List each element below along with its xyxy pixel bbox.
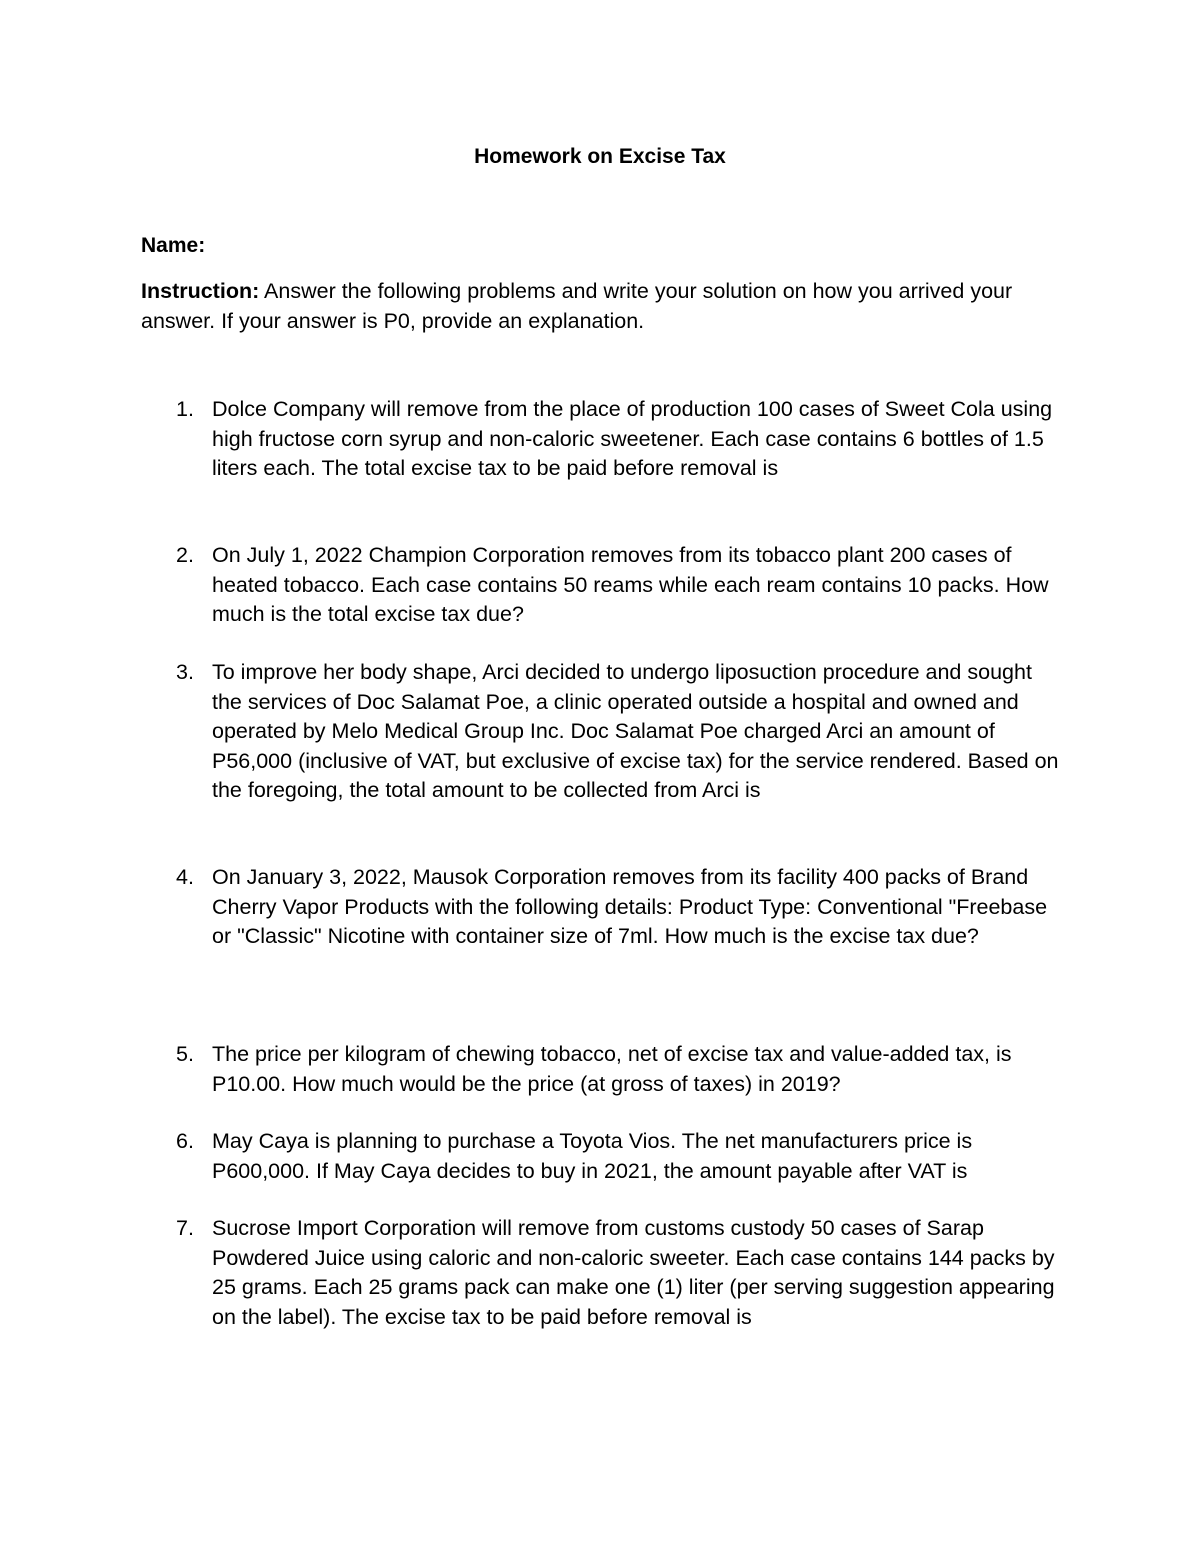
question-number: 5. [176,1042,194,1066]
question-number: 3. [176,660,194,684]
question-number: 7. [176,1216,194,1240]
question-text: Dolce Company will remove from the place of production 100 cases of Sweet Cola using high fructose corn syrup and non-caloric sweetener. Each case contains 6 bottles of 1.5 liters each. The total excise tax to be paid before removal is [212,397,1053,480]
question-text: The price per kilogram of chewing tobacco, net of excise tax and value-added tax, is P10.00. How much would be the price (at gross of taxes) in 2019? [212,1042,1012,1096]
question-text: To improve her body shape, Arci decided to undergo liposuction procedure and sought the services of Doc Salamat Poe, a clinic operated outside a hospital and owned and operated by Melo Medical Group Inc. Doc Salamat Poe charged Arci an amount of P56,000 (inclusive of VAT, but exclusive of excise tax) for the service rendered. Based on the foregoing, the total amount to be collected from Arci is [212,660,1059,802]
question-number: 1. [176,397,194,421]
question-7 [141,1214,1061,1332]
instruction-text: Answer the following problems and write your solution on how you arrived your answer. If your answer is P0, provide an explanation. [141,279,1013,333]
instruction-paragraph [141,276,1071,336]
question-3 [141,658,1061,806]
question-6 [141,1127,1061,1186]
question-4 [141,863,1061,952]
question-5 [141,1040,1061,1099]
question-text: On January 3, 2022, Mausok Corporation removes from its facility 400 packs of Brand Cherry Vapor Products with the following details: Product Type: Conventional "Freebase or "Classic" Nicotine with container size of 7ml. How much is the excise tax due? [212,865,1048,948]
question-number: 4. [176,865,194,889]
name-label: Name: [141,234,206,257]
instruction-label: Instruction: [141,279,260,303]
question-1 [141,395,1061,484]
page-title: Homework on Excise Tax [474,145,726,168]
question-text: Sucrose Import Corporation will remove from customs custody 50 cases of Sarap Powdered Juice using caloric and non-caloric sweeter. Each case contains 144 packs by 25 grams. Each 25 grams pack can make one (1) liter (per serving suggestion appearing on the label). The excise tax to be paid before removal is [212,1216,1055,1329]
question-number: 6. [176,1129,194,1153]
question-number: 2. [176,543,194,567]
question-2 [141,541,1061,630]
question-text: May Caya is planning to purchase a Toyota Vios. The net manufacturers price is P600,000. If May Caya decides to buy in 2021, the amount payable after VAT is [212,1129,973,1183]
question-text: On July 1, 2022 Champion Corporation removes from its tobacco plant 200 cases of heated tobacco. Each case contains 50 reams while each ream contains 10 packs. How much is the total excise tax due? [212,543,1049,626]
